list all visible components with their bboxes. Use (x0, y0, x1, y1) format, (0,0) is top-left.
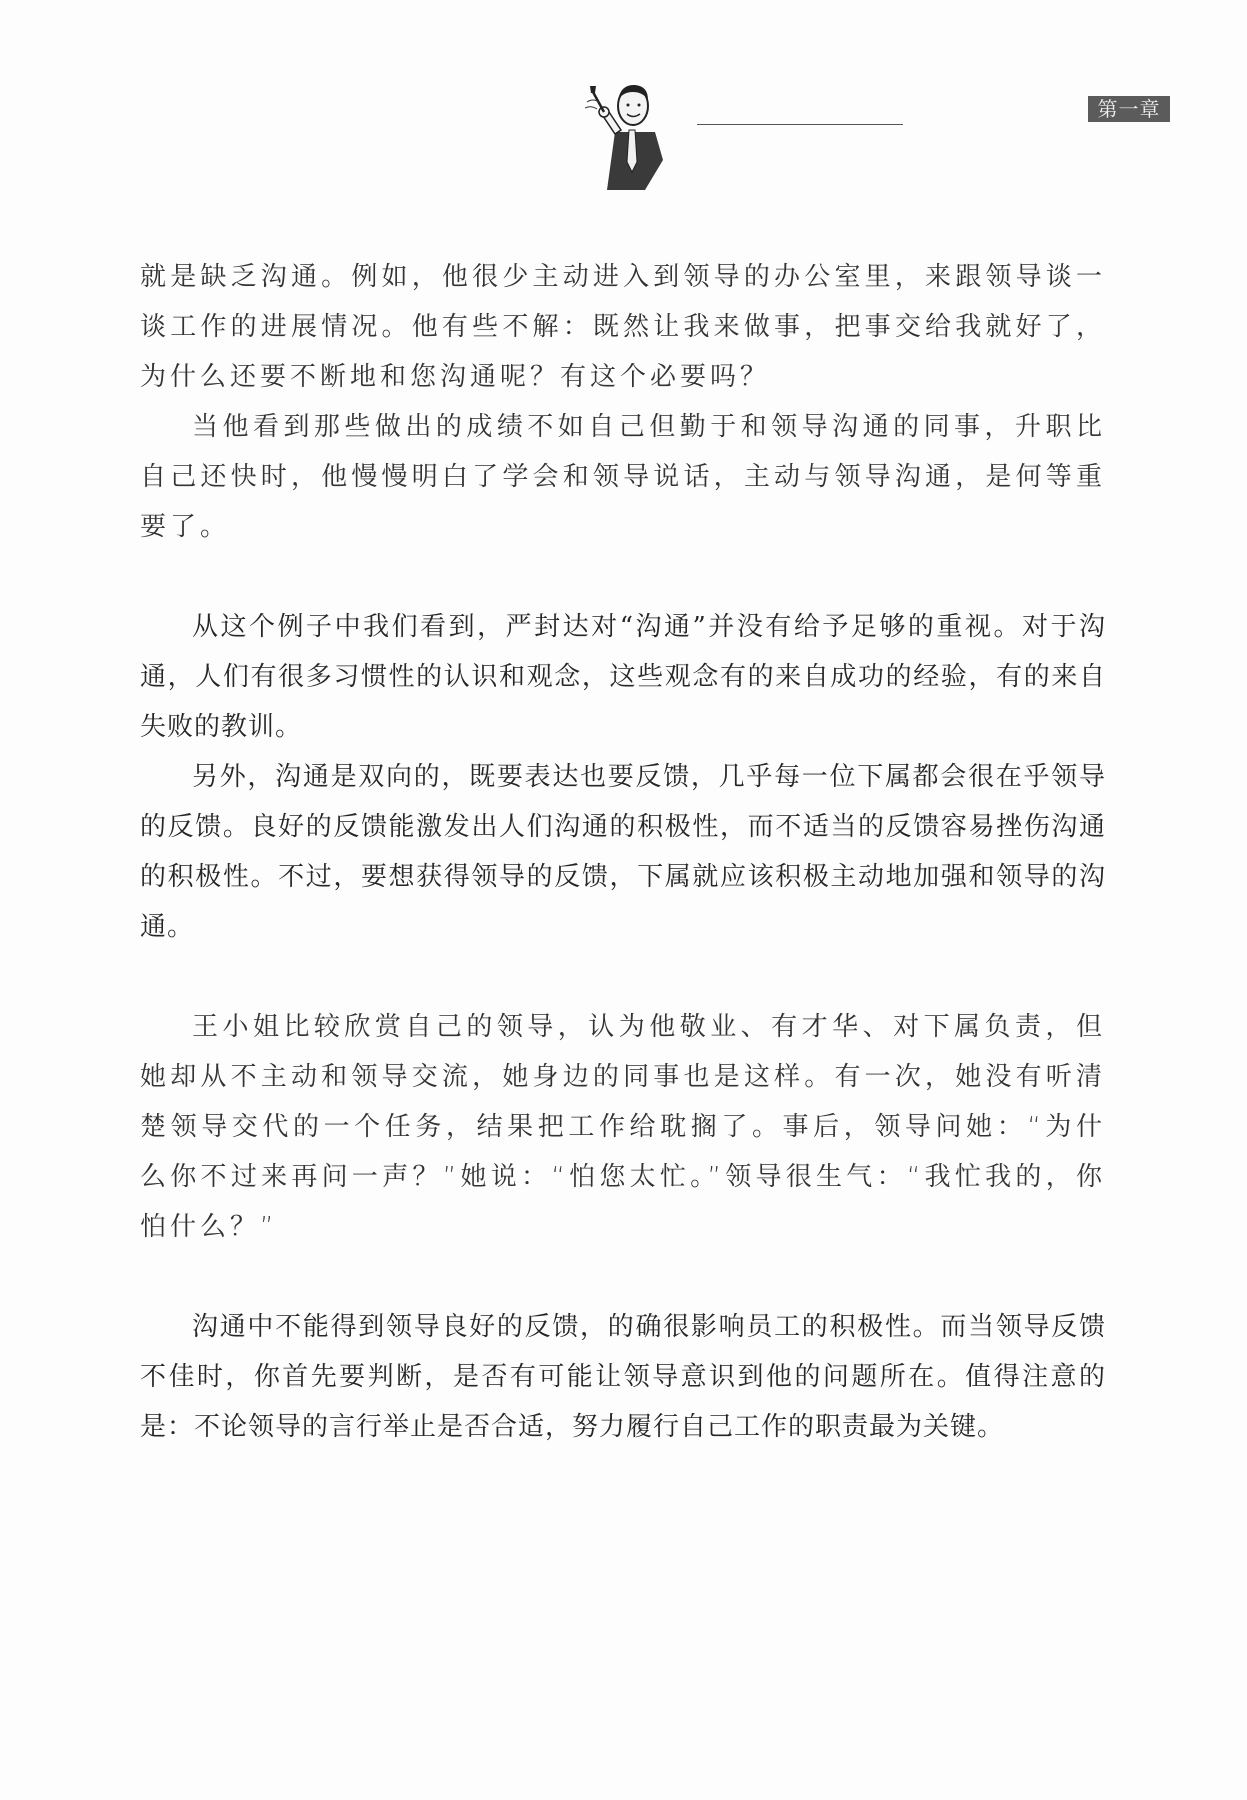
man-with-paintbrush-illustration (585, 72, 677, 192)
paragraph-4: 另外，沟通是双向的，既要表达也要反馈，几乎每一位下属都会很在乎领导的反馈。良好的反馈能激发出人们沟通的积极性，而不适当的反馈容易挫伤沟通的积极性。不过，要想获得领导的反馈，下属就应该积极主动地加强和领导的沟通。 (140, 762, 1106, 942)
paragraph-3: 从这个例子中我们看到，严封达对“沟通”并没有给予足够的重视。对于沟通，人们有很多习惯性的认识和观念，这些观念有的来自成功的经验，有的来自失败的教训。 (140, 612, 1106, 742)
commentary-2 (140, 1302, 1106, 1452)
commentary-1 (140, 602, 1106, 952)
header-rule (697, 124, 903, 125)
paragraph-5: 王小姐比较欣赏自己的领导，认为他敬业、有才华、对下属负责，但她却从不主动和领导交流，她身边的同事也是这样。有一次，她没有听清楚领导交代的一个任务，结果把工作给耽搁了。事后，领导问她：“为什么你不过来再问一声？”她说：“怕您太忙。”领导很生气：“我忙我的，你怕什么？” (140, 1012, 1106, 1242)
chapter-label: 第一章 (1088, 96, 1170, 122)
paragraph-6: 沟通中不能得到领导良好的反馈，的确很影响员工的积极性。而当领导反馈不佳时，你首先要判断，是否有可能让领导意识到他的问题所在。值得注意的是：不论领导的言行举止是否合适，努力履行自己工作的职责最为关键。 (140, 1312, 1106, 1442)
story-excerpt-1 (140, 252, 1106, 552)
paragraph-2: 当他看到那些做出的成绩不如自己但勤于和领导沟通的同事，升职比自己还快时，他慢慢明白了学会和领导说话，主动与领导沟通，是何等重要了。 (140, 412, 1106, 542)
paragraph-1: 就是缺乏沟通。例如，他很少主动进入到领导的办公室里，来跟领导谈一谈工作的进展情况。他有些不解：既然让我来做事，把事交给我就好了，为什么还要不断地和您沟通呢？有这个必要吗？ (140, 262, 1106, 392)
story-excerpt-2 (140, 1002, 1106, 1252)
